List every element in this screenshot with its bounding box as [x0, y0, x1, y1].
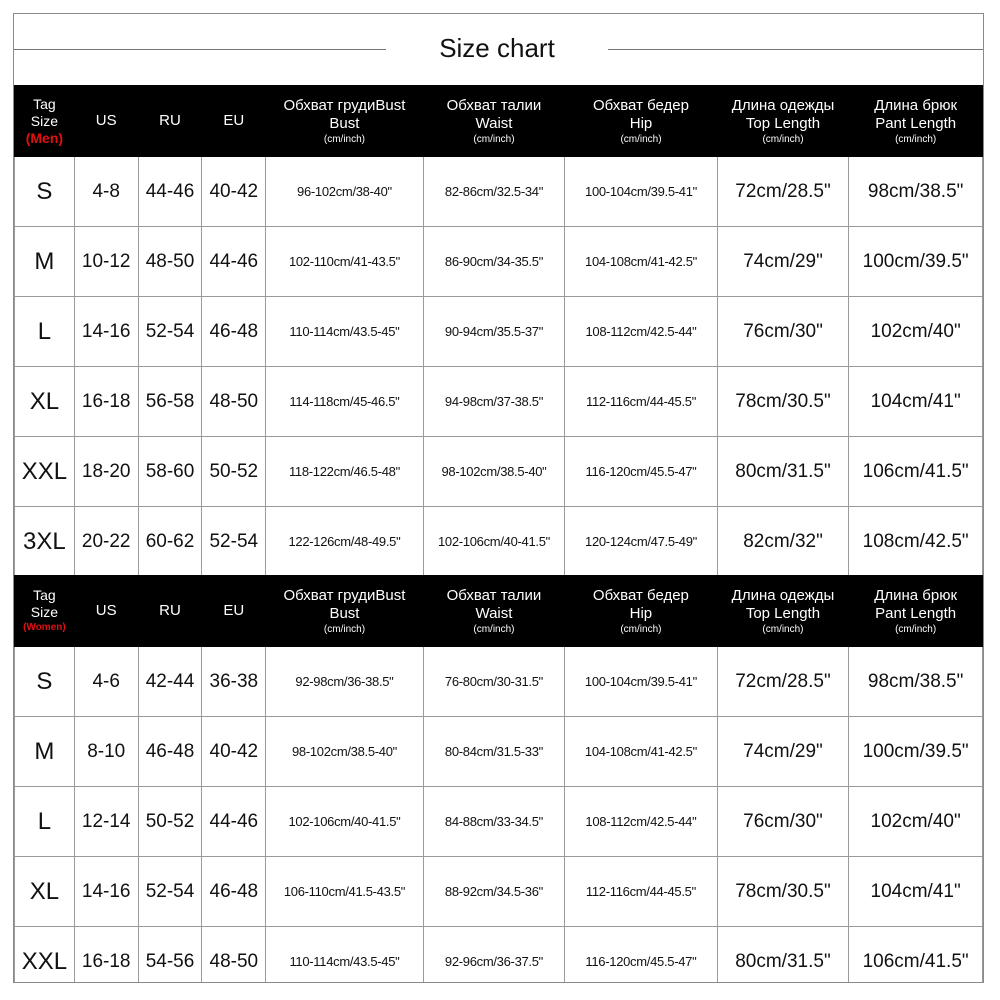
us-header	[74, 576, 138, 647]
us-size-cell: 16-18	[74, 367, 138, 437]
tag-size-cell: XL	[15, 857, 75, 927]
bust-header-en: Bust	[329, 114, 360, 132]
us-header-label: US	[95, 112, 117, 129]
ru-header	[138, 576, 202, 647]
tag-size-cell: XXL	[15, 927, 75, 984]
top-length-header-ru: Длина одежды	[731, 96, 835, 114]
women-table-body	[15, 647, 983, 984]
table-row	[15, 647, 983, 717]
ru-size-cell: 44-46	[138, 157, 202, 227]
women-size-table	[14, 575, 983, 983]
pant-length-header-ru: Длина брюк	[874, 96, 958, 114]
hip-header	[565, 86, 717, 157]
hip-cell: 108-112cm/42.5-44"	[565, 297, 717, 367]
eu-size-cell: 46-48	[202, 297, 266, 367]
bust-cell: 102-106cm/40-41.5"	[266, 787, 424, 857]
tag-size-cell: S	[15, 647, 75, 717]
bust-header-unit: (cm/inch)	[323, 133, 365, 145]
ru-size-cell: 42-44	[138, 647, 202, 717]
waist-header-unit: (cm/inch)	[473, 133, 515, 145]
top-length-cell: 76cm/30"	[717, 297, 849, 367]
hip-cell: 104-108cm/41-42.5"	[565, 227, 717, 297]
ru-header-label: RU	[159, 112, 181, 129]
us-size-cell: 4-6	[74, 647, 138, 717]
ru-size-cell: 58-60	[138, 437, 202, 507]
waist-header-en: Waist	[475, 604, 513, 622]
hip-cell: 112-116cm/44-45.5"	[565, 857, 717, 927]
eu-size-cell: 46-48	[202, 857, 266, 927]
top-length-cell: 80cm/31.5"	[717, 927, 849, 984]
table-row	[15, 857, 983, 927]
pant-length-cell: 98cm/38.5"	[849, 157, 983, 227]
tag-size-cell: L	[15, 787, 75, 857]
hip-cell: 120-124cm/47.5-49"	[565, 507, 717, 577]
top-length-cell: 72cm/28.5"	[717, 157, 849, 227]
eu-size-cell: 48-50	[202, 927, 266, 984]
table-row	[15, 787, 983, 857]
tag-size-cell: M	[15, 717, 75, 787]
hip-header-ru: Обхват бедер	[593, 96, 689, 114]
table-row	[15, 927, 983, 984]
waist-header-unit: (cm/inch)	[473, 623, 515, 635]
top-length-header-en: Top Length	[745, 604, 821, 622]
top-length-cell: 80cm/31.5"	[717, 437, 849, 507]
eu-header	[202, 86, 266, 157]
top-length-cell: 74cm/29"	[717, 227, 849, 297]
table-row	[15, 717, 983, 787]
title-divider-right	[608, 49, 984, 50]
us-size-cell: 8-10	[74, 717, 138, 787]
tag-header-line1: Tag	[33, 587, 56, 603]
eu-size-cell: 40-42	[202, 717, 266, 787]
hip-cell: 104-108cm/41-42.5"	[565, 717, 717, 787]
bust-cell: 110-114cm/43.5-45"	[266, 297, 424, 367]
tag-size-cell: XL	[15, 367, 75, 437]
us-size-cell: 12-14	[74, 787, 138, 857]
top-length-header-en: Top Length	[745, 114, 821, 132]
top-length-header	[717, 576, 849, 647]
ru-size-cell: 56-58	[138, 367, 202, 437]
tag-size-cell: M	[15, 227, 75, 297]
ru-size-cell: 52-54	[138, 297, 202, 367]
eu-size-cell: 52-54	[202, 507, 266, 577]
top-length-cell: 72cm/28.5"	[717, 647, 849, 717]
eu-size-cell: 44-46	[202, 227, 266, 297]
men-label: (Men)	[25, 130, 64, 146]
bust-cell: 106-110cm/41.5-43.5"	[266, 857, 424, 927]
hip-header-unit: (cm/inch)	[620, 623, 662, 635]
top-length-cell: 76cm/30"	[717, 787, 849, 857]
ru-size-cell: 46-48	[138, 717, 202, 787]
bust-header	[266, 86, 424, 157]
hip-cell: 108-112cm/42.5-44"	[565, 787, 717, 857]
top-length-header-ru: Длина одежды	[731, 586, 835, 604]
waist-header	[423, 576, 564, 647]
hip-header-en: Hip	[629, 114, 653, 132]
ru-size-cell: 50-52	[138, 787, 202, 857]
top-length-cell: 74cm/29"	[717, 717, 849, 787]
eu-header	[202, 576, 266, 647]
bust-cell: 96-102cm/38-40"	[266, 157, 424, 227]
title-bar	[14, 14, 983, 84]
waist-header-ru: Обхват талии	[446, 586, 542, 604]
waist-header-en: Waist	[475, 114, 513, 132]
table-row	[15, 227, 983, 297]
waist-cell: 84-88cm/33-34.5"	[423, 787, 564, 857]
bust-cell: 122-126cm/48-49.5"	[266, 507, 424, 577]
pant-length-header-en: Pant Length	[875, 114, 957, 132]
men-size-table	[14, 85, 983, 577]
table-row	[15, 507, 983, 577]
us-size-cell: 4-8	[74, 157, 138, 227]
hip-cell: 100-104cm/39.5-41"	[565, 647, 717, 717]
pant-length-cell: 104cm/41"	[849, 857, 983, 927]
tag-header-line1: Tag	[33, 96, 56, 112]
top-length-cell: 78cm/30.5"	[717, 367, 849, 437]
hip-header-en: Hip	[629, 604, 653, 622]
top-length-header-unit: (cm/inch)	[762, 623, 804, 635]
bust-header-ru: Обхват грудиBust	[283, 586, 406, 604]
bust-cell: 98-102cm/38.5-40"	[266, 717, 424, 787]
hip-cell: 112-116cm/44-45.5"	[565, 367, 717, 437]
title-divider-left	[14, 49, 386, 50]
hip-header-unit: (cm/inch)	[620, 133, 662, 145]
hip-header-ru: Обхват бедер	[592, 586, 689, 604]
eu-size-cell: 40-42	[202, 157, 266, 227]
men-table-body	[15, 157, 983, 577]
pant-length-cell: 102cm/40"	[849, 297, 983, 367]
bust-header	[266, 576, 424, 647]
table-row	[15, 437, 983, 507]
us-header	[74, 86, 138, 157]
pant-length-header	[849, 576, 983, 647]
pant-length-header-unit: (cm/inch)	[895, 133, 937, 145]
pant-length-header-en: Pant Length	[875, 604, 957, 622]
pant-length-cell: 100cm/39.5"	[849, 717, 983, 787]
bust-cell: 118-122cm/46.5-48"	[266, 437, 424, 507]
bust-header-unit: (cm/inch)	[323, 623, 366, 635]
waist-cell: 102-106cm/40-41.5"	[423, 507, 565, 577]
top-length-cell: 78cm/30.5"	[717, 857, 849, 927]
men-header-row	[15, 86, 983, 157]
tag-size-cell: XXL	[15, 437, 75, 507]
size-chart-frame	[13, 13, 984, 983]
tag-size-header	[15, 86, 75, 157]
bust-cell: 110-114cm/43.5-45"	[266, 927, 424, 984]
eu-size-cell: 36-38	[202, 647, 266, 717]
eu-header-label: EU	[223, 602, 245, 619]
ru-size-cell: 54-56	[138, 927, 202, 984]
pant-length-header-ru: Длина брюк	[874, 586, 958, 604]
us-size-cell: 16-18	[74, 927, 138, 984]
us-size-cell: 10-12	[74, 227, 138, 297]
ru-header-label: RU	[159, 602, 181, 619]
hip-header	[565, 576, 717, 647]
eu-size-cell: 44-46	[202, 787, 266, 857]
women-label: (Women)	[23, 622, 66, 633]
top-length-header	[717, 86, 849, 157]
pant-length-cell: 98cm/38.5"	[849, 647, 983, 717]
tag-size-cell: S	[15, 157, 75, 227]
ru-size-cell: 60-62	[138, 507, 202, 577]
eu-size-cell: 50-52	[202, 437, 266, 507]
pant-length-cell: 100cm/39.5"	[849, 227, 983, 297]
pant-length-cell: 106cm/41.5"	[849, 437, 983, 507]
waist-header	[423, 86, 565, 157]
ru-header	[138, 86, 202, 157]
bust-header-ru: Обхват грудиBust	[283, 96, 406, 114]
tag-size-cell: L	[15, 297, 75, 367]
hip-cell: 116-120cm/45.5-47"	[565, 927, 717, 984]
pant-length-cell: 104cm/41"	[849, 367, 983, 437]
pant-length-cell: 106cm/41.5"	[849, 927, 983, 984]
table-row	[15, 157, 983, 227]
waist-header-ru: Обхват талии	[446, 96, 542, 114]
hip-cell: 116-120cm/45.5-47"	[565, 437, 717, 507]
eu-size-cell: 48-50	[202, 367, 266, 437]
waist-cell: 88-92cm/34.5-36"	[423, 857, 564, 927]
ru-size-cell: 48-50	[138, 227, 202, 297]
pant-length-header	[849, 86, 983, 157]
eu-header-label: EU	[223, 112, 245, 129]
bust-cell: 92-98cm/36-38.5"	[266, 647, 424, 717]
waist-cell: 92-96cm/36-37.5"	[423, 927, 564, 984]
table-row	[15, 367, 983, 437]
waist-cell: 98-102cm/38.5-40"	[423, 437, 565, 507]
bust-cell: 114-118cm/45-46.5"	[266, 367, 424, 437]
top-length-cell: 82cm/32"	[717, 507, 849, 577]
tag-header-line2: Size	[30, 604, 59, 620]
bust-header-en: Bust	[329, 604, 360, 622]
waist-cell: 80-84cm/31.5-33"	[423, 717, 564, 787]
table-row	[15, 297, 983, 367]
waist-cell: 76-80cm/30-31.5"	[423, 647, 564, 717]
page-title: Size chart	[439, 33, 555, 63]
us-size-cell: 20-22	[74, 507, 138, 577]
waist-cell: 90-94cm/35.5-37"	[423, 297, 565, 367]
pant-length-cell: 108cm/42.5"	[849, 507, 983, 577]
pant-length-cell: 102cm/40"	[849, 787, 983, 857]
ru-size-cell: 52-54	[138, 857, 202, 927]
waist-cell: 82-86cm/32.5-34"	[423, 157, 565, 227]
bust-cell: 102-110cm/41-43.5"	[266, 227, 424, 297]
top-length-header-unit: (cm/inch)	[762, 133, 804, 145]
us-size-cell: 14-16	[74, 857, 138, 927]
hip-cell: 100-104cm/39.5-41"	[565, 157, 717, 227]
women-header-row	[15, 576, 983, 647]
us-header-label: US	[95, 602, 117, 619]
tag-size-header	[15, 576, 75, 647]
tag-header-line2: Size	[30, 113, 59, 129]
pant-length-header-unit: (cm/inch)	[895, 623, 937, 635]
waist-cell: 86-90cm/34-35.5"	[423, 227, 565, 297]
waist-cell: 94-98cm/37-38.5"	[423, 367, 565, 437]
us-size-cell: 18-20	[74, 437, 138, 507]
us-size-cell: 14-16	[74, 297, 138, 367]
tag-size-cell: 3XL	[15, 507, 75, 577]
